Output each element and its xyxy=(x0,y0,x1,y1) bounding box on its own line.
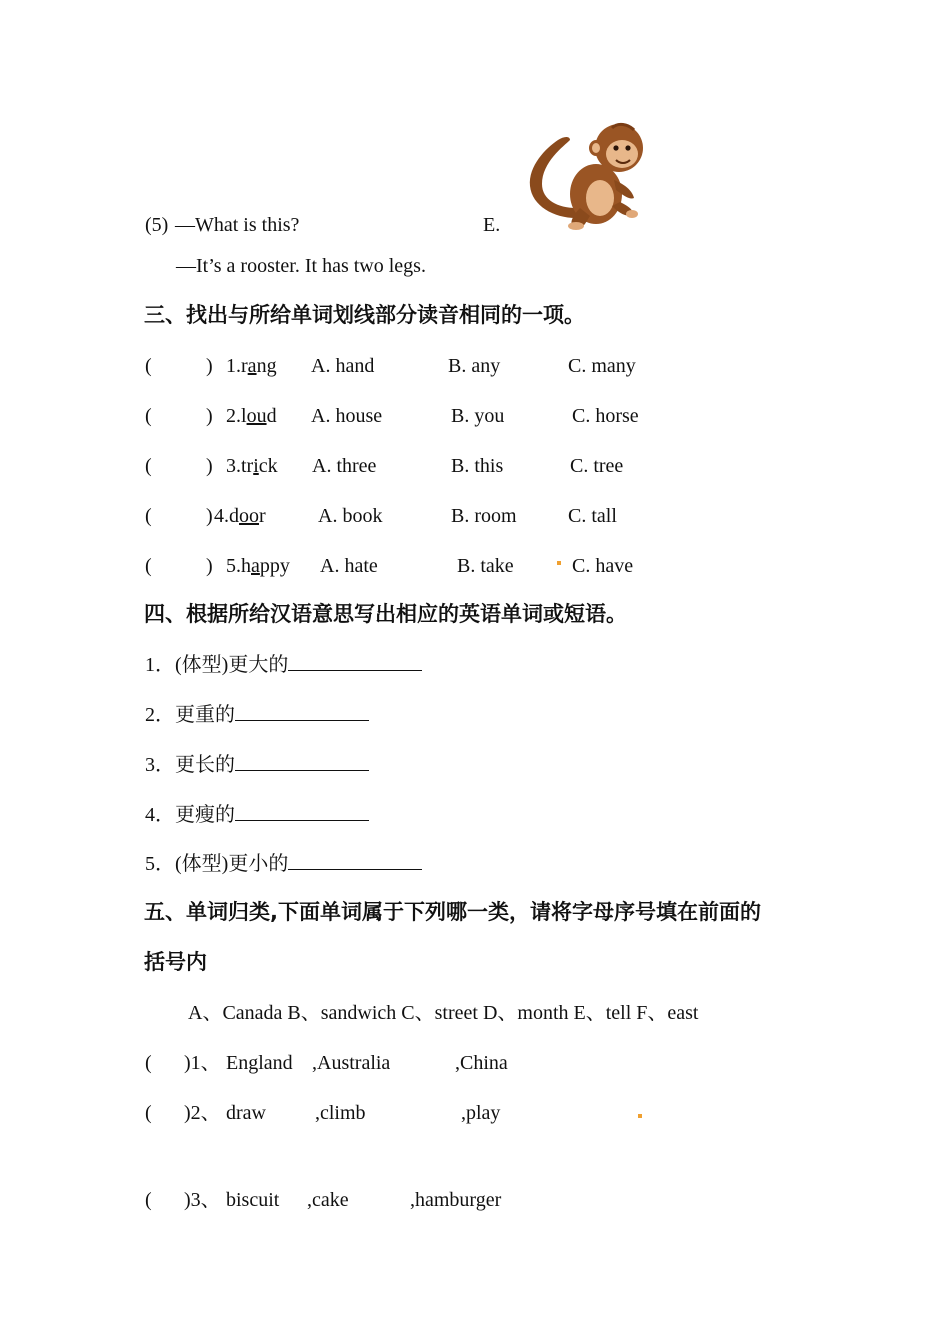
option-a: A. three xyxy=(312,455,377,477)
answer-paren-close: ) xyxy=(206,355,213,377)
underlined-part: ou xyxy=(246,405,267,427)
word-1: England xyxy=(226,1052,293,1074)
item-label: )1、 xyxy=(184,1052,221,1074)
answer-blank[interactable] xyxy=(235,802,369,821)
underlined-part: a xyxy=(247,355,257,377)
item-number: 1． xyxy=(145,654,175,676)
word-suffix: ppy xyxy=(259,555,290,577)
answer-paren-open[interactable]: ( xyxy=(145,405,152,427)
section3-title: 三、找出与所给单词划线部分读音相同的一项。 xyxy=(144,303,585,327)
answer-blank[interactable] xyxy=(235,702,369,721)
answer-paren-open[interactable]: ( xyxy=(145,455,152,477)
target-word xyxy=(226,554,290,578)
section5-options: A、Canada B、sandwich C、street D、month E、tell F、east xyxy=(188,1002,699,1024)
word-number: 1. xyxy=(226,355,241,377)
answer-paren-close: ) xyxy=(206,555,213,577)
option-c: C. horse xyxy=(572,405,639,427)
option-b: B. this xyxy=(451,455,504,477)
word-number: 5. xyxy=(226,555,241,577)
option-a: A. hate xyxy=(320,555,378,577)
word-3: ,play xyxy=(461,1102,501,1124)
answer-paren-open[interactable]: ( xyxy=(145,1052,152,1074)
target-word xyxy=(226,454,278,478)
option-c: C. tree xyxy=(570,455,624,477)
option-b: B. you xyxy=(451,405,505,427)
option-b: B. room xyxy=(451,505,517,527)
section4-item-3 xyxy=(145,752,369,777)
q5-letter: E. xyxy=(483,214,501,236)
answer-paren-open[interactable]: ( xyxy=(145,505,152,527)
word-3: ,China xyxy=(455,1052,508,1074)
word-2: ,cake xyxy=(307,1189,349,1211)
word-prefix: tr xyxy=(241,455,254,477)
item-prompt: 更重的 xyxy=(175,704,235,726)
word-2: ,climb xyxy=(315,1102,366,1124)
section4-title: 四、根据所给汉语意思写出相应的英语单词或短语。 xyxy=(144,602,627,626)
q5-number: (5) xyxy=(145,214,169,236)
underlined-part: i xyxy=(253,455,259,477)
section4-item-5 xyxy=(145,851,422,876)
answer-blank[interactable] xyxy=(288,652,422,671)
stray-dot xyxy=(638,1114,642,1118)
word-prefix: h xyxy=(241,555,251,577)
underlined-part: a xyxy=(251,555,260,577)
q5-answer: —It’s a rooster. It has two legs. xyxy=(176,255,426,277)
target-word xyxy=(226,354,277,378)
answer-paren-open[interactable]: ( xyxy=(145,555,152,577)
item-number: 2． xyxy=(145,704,175,726)
word-prefix: d xyxy=(229,505,239,527)
option-c: C. tall xyxy=(568,505,617,527)
item-label: )2、 xyxy=(184,1102,221,1124)
stray-dot xyxy=(557,561,561,565)
section5-title-cont: 括号内 xyxy=(144,950,207,974)
underlined-part: oo xyxy=(239,505,259,527)
option-a: A. hand xyxy=(311,355,375,377)
word-number: 4. xyxy=(214,505,229,527)
item-prompt: 更长的 xyxy=(175,754,235,776)
answer-paren-open[interactable]: ( xyxy=(145,1102,152,1124)
word-prefix: r xyxy=(241,355,248,377)
word-suffix: ng xyxy=(256,355,277,377)
option-a: A. house xyxy=(311,405,383,427)
word-number: 2. xyxy=(226,405,241,427)
word-1: biscuit xyxy=(226,1189,280,1211)
item-prompt: (体型)更小的 xyxy=(175,853,289,875)
answer-paren-open[interactable]: ( xyxy=(145,355,152,377)
option-c: C. have xyxy=(572,555,634,577)
section4-item-4 xyxy=(145,802,369,827)
word-suffix: d xyxy=(266,405,277,427)
answer-blank[interactable] xyxy=(288,851,422,870)
word-3: ,hamburger xyxy=(410,1189,502,1211)
word-suffix: ck xyxy=(258,455,278,477)
section5-title: 五、单词归类,下面单词属于下列哪一类，请将字母序号填在前面的 xyxy=(144,900,761,924)
item-number: 3． xyxy=(145,754,175,776)
answer-paren-close: ) xyxy=(206,505,213,527)
answer-paren-close: ) xyxy=(206,405,213,427)
q5-question: —What is this? xyxy=(175,214,300,236)
section4-item-1 xyxy=(145,652,422,677)
option-a: A. book xyxy=(318,505,383,527)
answer-blank[interactable] xyxy=(235,752,369,771)
item-number: 4． xyxy=(145,804,175,826)
word-prefix: l xyxy=(241,405,247,427)
section4-item-2 xyxy=(145,702,369,727)
word-1: draw xyxy=(226,1102,266,1124)
target-word xyxy=(214,504,266,528)
item-number: 5． xyxy=(145,853,175,875)
option-b: B. any xyxy=(448,355,501,377)
word-2: ,Australia xyxy=(312,1052,391,1074)
item-label: )3、 xyxy=(184,1189,221,1211)
monkey-icon xyxy=(524,118,648,232)
word-number: 3. xyxy=(226,455,241,477)
item-prompt: 更瘦的 xyxy=(175,804,235,826)
answer-paren-close: ) xyxy=(206,455,213,477)
option-c: C. many xyxy=(568,355,636,377)
target-word xyxy=(226,404,277,428)
item-prompt: (体型)更大的 xyxy=(175,654,289,676)
word-suffix: r xyxy=(259,505,266,527)
answer-paren-open[interactable]: ( xyxy=(145,1189,152,1211)
option-b: B. take xyxy=(457,555,514,577)
